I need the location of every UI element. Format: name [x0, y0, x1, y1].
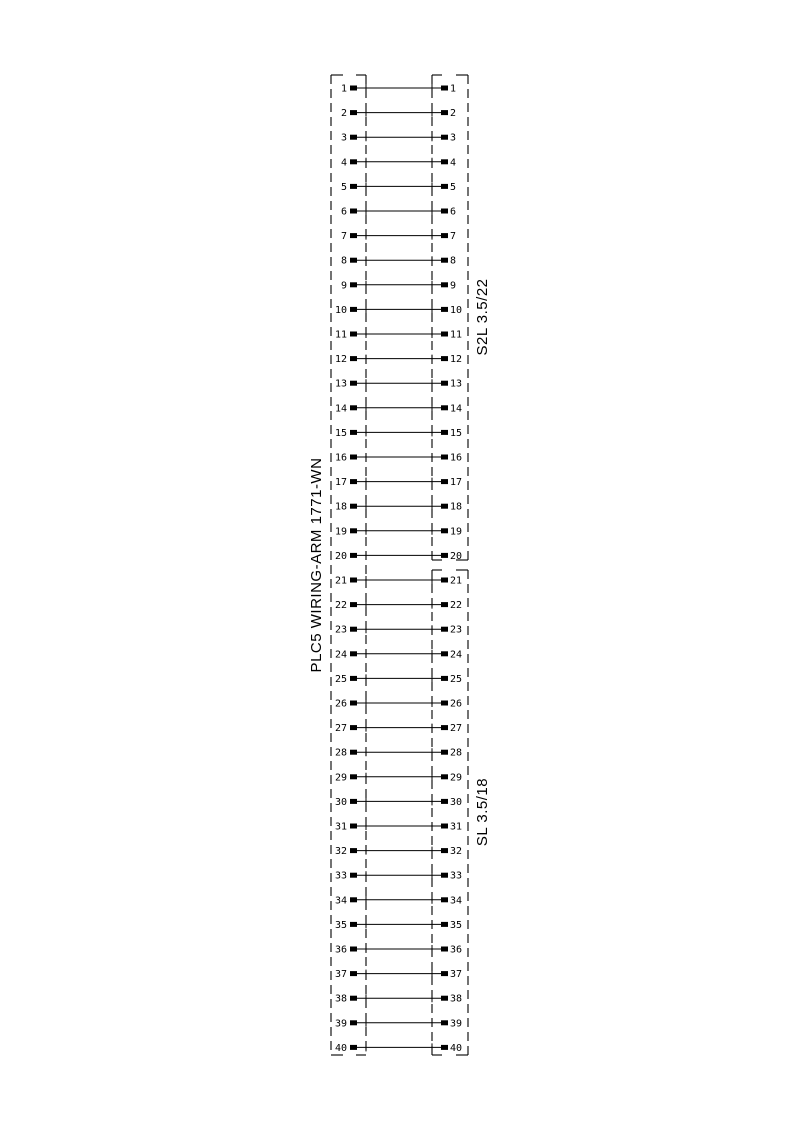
left-pin-terminal: [350, 774, 357, 779]
right-pin-label: 3: [450, 132, 457, 144]
left-pin-label: 15: [334, 427, 347, 439]
left-pin-label: 30: [334, 796, 347, 808]
left-pin-label: 17: [334, 477, 347, 489]
right-lower-connector-outline: [432, 570, 468, 1055]
left-pin-label: 37: [334, 969, 347, 981]
right-pin-label: 31: [450, 821, 463, 833]
right-pin-terminal: [441, 282, 448, 287]
right-pin-terminal: [441, 996, 448, 1001]
wire-row: [335, 551, 462, 562]
wire-row: [341, 84, 456, 95]
right-pin-terminal: [441, 750, 448, 755]
left-pin-terminal: [350, 209, 357, 214]
left-pin-terminal: [350, 922, 357, 927]
right-pin-label: 25: [450, 673, 463, 685]
right-pin-terminal: [441, 455, 448, 460]
left-pin-terminal: [350, 159, 357, 164]
wire-row: [335, 920, 462, 931]
left-pin-label: 9: [340, 280, 347, 292]
right-pin-label: 38: [450, 993, 463, 1005]
left-pin-label: 40: [334, 1042, 347, 1054]
right-pin-terminal: [441, 799, 448, 804]
right-pin-terminal: [441, 848, 448, 853]
right-pin-terminal: [441, 159, 448, 164]
right-pin-label: 30: [450, 796, 463, 808]
right-pin-label: 4: [450, 157, 457, 169]
left-pin-label: 27: [334, 723, 347, 735]
right-pin-label: 19: [450, 526, 463, 538]
left-pin-label: 18: [334, 501, 347, 513]
left-pin-label: 31: [334, 821, 347, 833]
right-pin-terminal: [441, 381, 448, 386]
left-pin-label: 21: [334, 575, 347, 587]
left-pin-terminal: [350, 799, 357, 804]
left-pin-label: 16: [334, 452, 347, 464]
wire-row: [341, 256, 456, 267]
left-pin-terminal: [350, 578, 357, 583]
left-pin-terminal: [350, 430, 357, 435]
right-pin-label: 39: [450, 1018, 463, 1030]
right-pin-terminal: [441, 233, 448, 238]
right-pin-label: 23: [450, 624, 463, 636]
wire-row: [335, 674, 462, 685]
right-pin-label: 35: [450, 919, 463, 931]
right-pin-terminal: [441, 258, 448, 263]
right-pin-label: 20: [450, 550, 463, 562]
right-pin-terminal: [441, 430, 448, 435]
right-pin-terminal: [441, 504, 448, 509]
right-pin-terminal: [441, 578, 448, 583]
wire-row: [335, 895, 462, 906]
left-connector-outline: [331, 75, 366, 1055]
left-pin-terminal: [350, 1020, 357, 1025]
wire-row: [335, 379, 462, 390]
left-pin-label: 2: [340, 108, 347, 120]
right-pin-label: 9: [450, 280, 457, 292]
wire-row: [335, 330, 462, 341]
left-pin-label: 22: [334, 600, 347, 612]
wire-row: [335, 453, 462, 464]
left-pin-label: 4: [340, 157, 347, 169]
wire-row: [335, 871, 462, 882]
left-pin-terminal: [350, 1045, 357, 1050]
left-pin-label: 26: [334, 698, 347, 710]
left-pin-terminal: [350, 258, 357, 263]
left-pin-label: 38: [334, 993, 347, 1005]
right-pin-terminal: [441, 332, 448, 337]
right-pin-label: 26: [450, 698, 463, 710]
wire-row: [335, 502, 462, 513]
right-pin-terminal: [441, 184, 448, 189]
left-pin-terminal: [350, 602, 357, 607]
left-pin-terminal: [350, 135, 357, 140]
left-pin-label: 6: [340, 206, 347, 218]
wire-row: [335, 699, 462, 710]
left-pin-terminal: [350, 725, 357, 730]
right-pin-label: 40: [450, 1042, 463, 1054]
wire-row: [335, 1043, 462, 1054]
left-pin-label: 1: [340, 83, 347, 95]
left-pin-terminal: [350, 651, 357, 656]
wire-row: [335, 748, 462, 759]
wire-row: [341, 157, 456, 168]
left-connector-label: PLC5 WIRING-ARM 1771-WN: [308, 457, 325, 673]
left-pin-terminal: [350, 528, 357, 533]
right-pin-label: 6: [450, 206, 457, 218]
left-pin-label: 36: [334, 944, 347, 956]
wire-row: [335, 576, 462, 587]
right-pin-terminal: [441, 897, 448, 902]
wire-row: [335, 945, 462, 956]
wire-row: [341, 207, 456, 218]
wire-row: [335, 305, 462, 316]
left-pin-label: 14: [334, 403, 347, 415]
left-pin-terminal: [350, 553, 357, 558]
right-pin-terminal: [441, 971, 448, 976]
left-pin-terminal: [350, 897, 357, 902]
right-lower-connector-label: SL 3.5/18: [474, 777, 491, 847]
wire-row: [335, 994, 462, 1005]
right-pin-terminal: [441, 209, 448, 214]
right-pin-terminal: [441, 307, 448, 312]
wire-rows: [335, 84, 462, 1054]
wire-row: [341, 108, 456, 119]
right-pin-terminal: [441, 824, 448, 829]
left-pin-label: 23: [334, 624, 347, 636]
right-pin-label: 14: [450, 403, 463, 415]
right-pin-label: 10: [450, 304, 463, 316]
right-pin-terminal: [441, 602, 448, 607]
wire-row: [335, 723, 462, 734]
left-pin-label: 39: [334, 1018, 347, 1030]
left-pin-terminal: [350, 356, 357, 361]
wire-row: [341, 231, 456, 242]
right-pin-terminal: [441, 725, 448, 730]
right-pin-label: 27: [450, 723, 463, 735]
left-pin-terminal: [350, 405, 357, 410]
right-pin-terminal: [441, 947, 448, 952]
right-pin-terminal: [441, 627, 448, 632]
right-pin-terminal: [441, 553, 448, 558]
left-pin-terminal: [350, 479, 357, 484]
right-pin-terminal: [441, 528, 448, 533]
right-pin-label: 8: [450, 255, 457, 267]
left-pin-label: 28: [334, 747, 347, 759]
left-pin-terminal: [350, 233, 357, 238]
right-pin-label: 12: [450, 354, 463, 366]
left-pin-label: 32: [334, 846, 347, 858]
left-pin-terminal: [350, 504, 357, 509]
left-pin-terminal: [350, 750, 357, 755]
left-pin-label: 35: [334, 919, 347, 931]
right-pin-label: 17: [450, 477, 463, 489]
right-pin-label: 28: [450, 747, 463, 759]
left-pin-terminal: [350, 947, 357, 952]
wire-row: [335, 822, 462, 833]
right-pin-label: 21: [450, 575, 463, 587]
wire-row: [335, 772, 462, 783]
left-pin-label: 13: [334, 378, 347, 390]
wire-row: [335, 625, 462, 636]
right-pin-label: 32: [450, 846, 463, 858]
right-pin-terminal: [441, 479, 448, 484]
right-pin-terminal: [441, 356, 448, 361]
right-pin-label: 34: [450, 895, 463, 907]
wire-row: [341, 182, 456, 193]
right-pin-label: 33: [450, 870, 463, 882]
right-pin-terminal: [441, 873, 448, 878]
right-pin-terminal: [441, 774, 448, 779]
left-pin-terminal: [350, 848, 357, 853]
right-pin-label: 37: [450, 969, 463, 981]
left-pin-terminal: [350, 282, 357, 287]
right-pin-terminal: [441, 701, 448, 706]
right-pin-label: 1: [450, 83, 457, 95]
left-pin-label: 7: [340, 231, 347, 243]
left-pin-label: 34: [334, 895, 347, 907]
wire-row: [335, 477, 462, 488]
left-pin-terminal: [350, 824, 357, 829]
left-pin-terminal: [350, 627, 357, 632]
left-pin-label: 3: [340, 132, 347, 144]
left-pin-terminal: [350, 86, 357, 91]
left-pin-label: 19: [334, 526, 347, 538]
left-pin-label: 33: [334, 870, 347, 882]
left-pin-label: 8: [340, 255, 347, 267]
wire-row: [335, 846, 462, 857]
right-pin-label: 16: [450, 452, 463, 464]
wire-row: [335, 354, 462, 365]
left-pin-terminal: [350, 381, 357, 386]
wire-row: [335, 1018, 462, 1029]
right-pin-terminal: [441, 86, 448, 91]
left-pin-terminal: [350, 873, 357, 878]
right-pin-label: 15: [450, 427, 463, 439]
left-pin-terminal: [350, 701, 357, 706]
right-pin-label: 29: [450, 772, 463, 784]
right-upper-connector-label: S2L 3.5/22: [474, 278, 491, 356]
left-pin-terminal: [350, 996, 357, 1001]
right-pin-terminal: [441, 651, 448, 656]
right-pin-label: 2: [450, 108, 457, 120]
right-pin-label: 11: [450, 329, 463, 341]
wire-row: [335, 403, 462, 414]
left-pin-label: 29: [334, 772, 347, 784]
left-pin-label: 11: [334, 329, 347, 341]
right-pin-terminal: [441, 1045, 448, 1050]
right-pin-label: 36: [450, 944, 463, 956]
wire-row: [335, 797, 462, 808]
left-pin-terminal: [350, 971, 357, 976]
left-pin-label: 5: [340, 181, 347, 193]
right-pin-terminal: [441, 110, 448, 115]
right-pin-label: 22: [450, 600, 463, 612]
wire-row: [341, 280, 456, 291]
right-pin-terminal: [441, 1020, 448, 1025]
right-pin-label: 13: [450, 378, 463, 390]
left-pin-label: 10: [334, 304, 347, 316]
wire-row: [335, 428, 462, 439]
right-pin-terminal: [441, 405, 448, 410]
left-pin-terminal: [350, 110, 357, 115]
left-pin-terminal: [350, 455, 357, 460]
left-pin-terminal: [350, 332, 357, 337]
right-pin-label: 7: [450, 231, 457, 243]
left-pin-label: 12: [334, 354, 347, 366]
left-pin-terminal: [350, 676, 357, 681]
right-pin-terminal: [441, 676, 448, 681]
wire-row: [335, 649, 462, 660]
right-pin-label: 18: [450, 501, 463, 513]
right-pin-label: 24: [450, 649, 463, 661]
left-pin-label: 24: [334, 649, 347, 661]
wire-row: [341, 133, 456, 144]
left-pin-terminal: [350, 307, 357, 312]
right-pin-terminal: [441, 135, 448, 140]
right-pin-label: 5: [450, 181, 457, 193]
left-pin-label: 20: [334, 550, 347, 562]
wire-row: [335, 969, 462, 980]
left-pin-terminal: [350, 184, 357, 189]
wire-row: [335, 600, 462, 611]
left-pin-label: 25: [334, 673, 347, 685]
right-pin-terminal: [441, 922, 448, 927]
wire-row: [335, 526, 462, 537]
